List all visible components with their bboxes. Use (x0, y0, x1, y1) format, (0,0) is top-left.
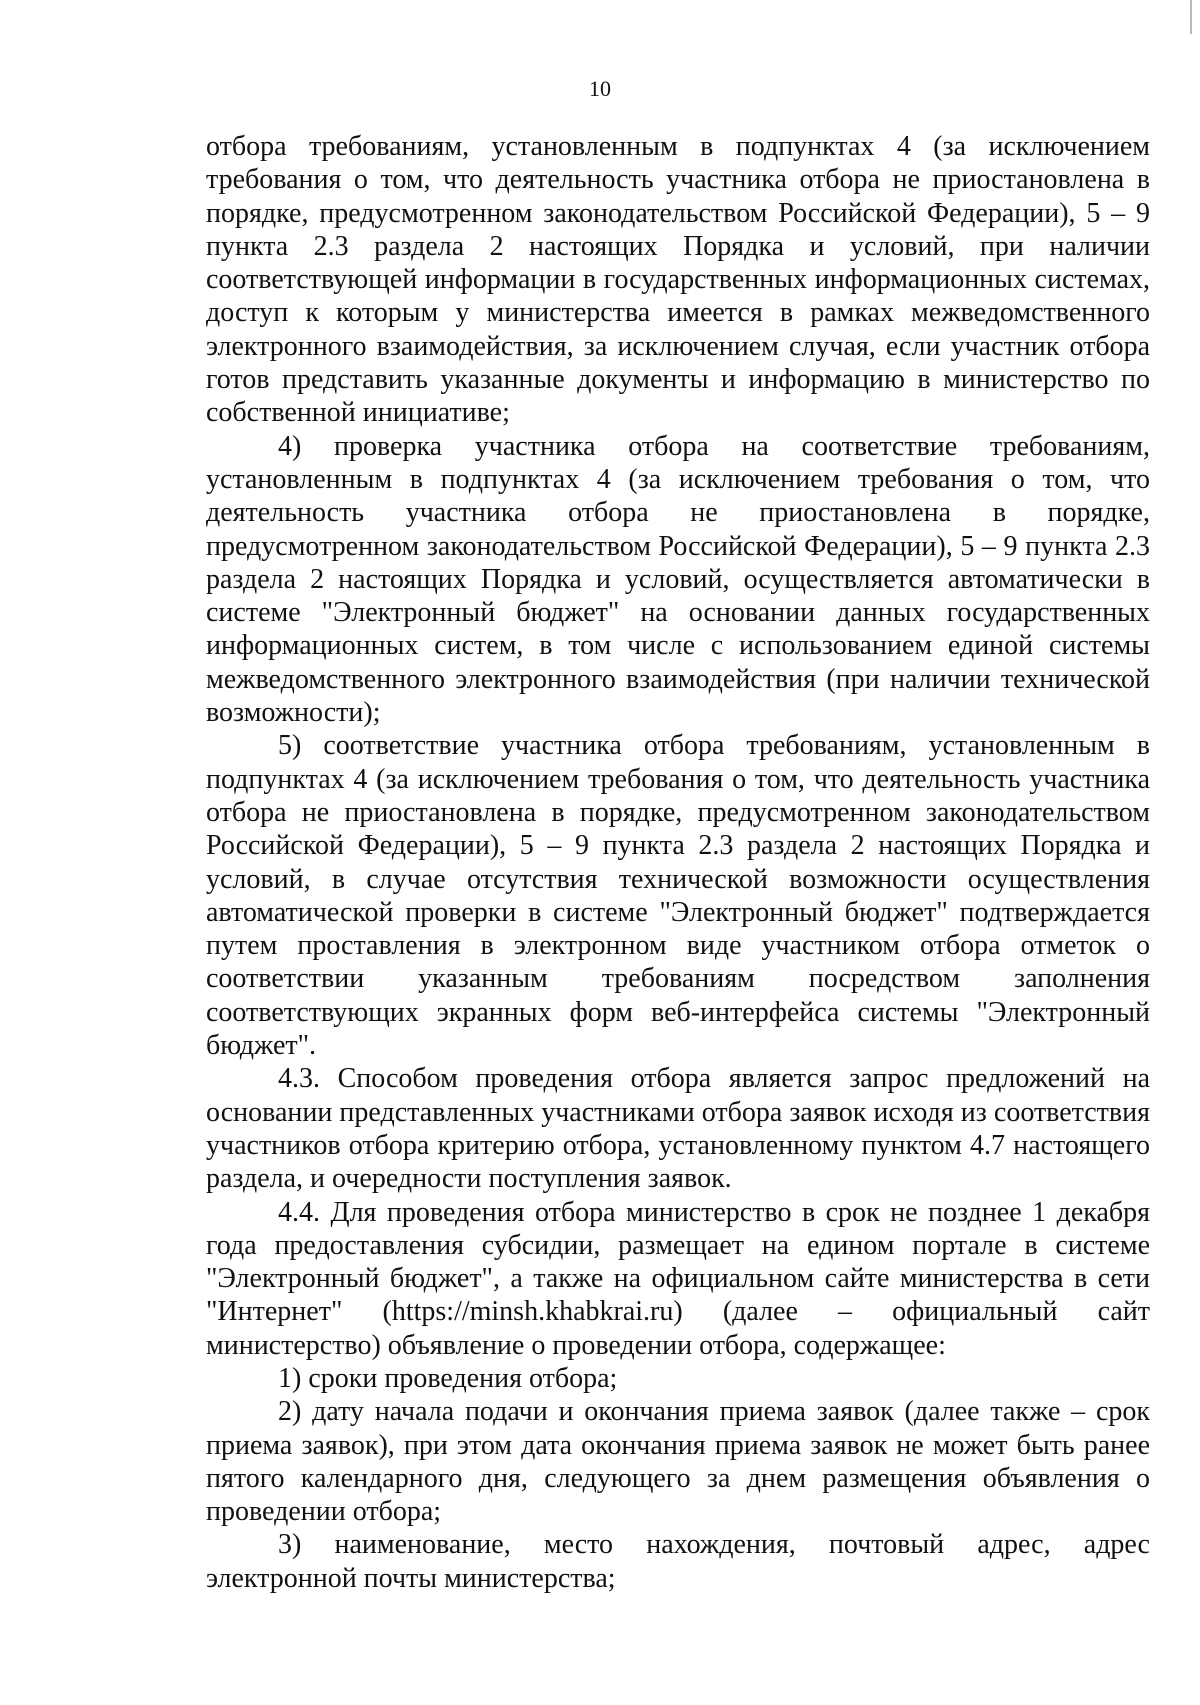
document-body (206, 130, 1150, 1595)
paragraph-subitem-1: 1) сроки проведения отбора; (278, 1362, 618, 1394)
page-number: 10 (589, 76, 611, 101)
scan-edge-mark (1190, 0, 1192, 34)
paragraph-continuation: отбора требованиям, установленным в подпунктах 4 (за исключением требования о том, что деятельность участника отбора не приостановлена в порядке, предусмотренном законодательством Российской Федерации), 5 – 9 пункта 2.3 раздела 2 настоящих Порядка и условий, при наличии соответствующей информации в государственных информационных системах, доступ к которым у министерства имеется в рамках межведомственного электронного взаимодействия, за исключением случая, если участник отбора готов представить указанные документы и информацию в министерство по собственной инициативе; (206, 131, 1150, 429)
paragraph-4-3: 4.3. Способом проведения отбора является запрос предложений на основании представленных участниками отбора заявок исходя из соответствия участников отбора критерию отбора, установленному пунктом 4.7 настоящего раздела, и очередности поступления заявок. (206, 1063, 1150, 1195)
paragraph-item-4: 4) проверка участника отбора на соответствие требованиям, установленным в подпунктах 4 (за исключением требования о том, что деятельность участника отбора не приостановлена в порядке, предусмотренном законодательством Российской Федерации), 5 – 9 пункта 2.3 раздела 2 настоящих Порядка и условий, осуществляется автоматически в системе "Электронный бюджет" на основании данных государственных информационных систем, в том числе с использованием единой системы межведомственного электронного взаимодействия (при наличии технической возможности); (206, 430, 1150, 729)
paragraph-subitem-2: 2) дату начала подачи и окончания приема заявок (далее также – срок приема заявок), при этом дата окончания приема заявок не может быть ранее пятого календарного дня, следующего за днем размещения объявления о проведении отбора; (206, 1396, 1150, 1528)
paragraph-4-4: 4.4. Для проведения отбора министерство в срок не позднее 1 декабря года предоставления субсидии, размещает на едином портале в системе "Электронный бюджет", а также на официальном сайте министерства в сети "Интернет" (https://minsh.khabkrai.ru) (далее – официальный сайт министерство) объявление о проведении отбора, содержащее: (206, 1196, 1150, 1361)
paragraph-item-5: 5) соответствие участника отбора требованиям, установленным в подпунктах 4 (за исключением требования о том, что деятельность участника отбора не приостановлена в порядке, предусмотренном законодательством Российской Федерации), 5 – 9 пункта 2.3 раздела 2 настоящих Порядка и условий, в случае отсутствия технической возможности осуществления автоматической проверки в системе "Электронный бюджет" подтверждается путем проставления в электронном виде участником отбора отметок о соответствии указанным требованиям посредством заполнения соответствующих экранных форм веб-интерфейса системы "Электронный бюджет". (206, 730, 1150, 1062)
paragraph-subitem-3: 3) наименование, место нахождения, почтовый адрес, адрес электронной почты министерства; (206, 1529, 1150, 1594)
